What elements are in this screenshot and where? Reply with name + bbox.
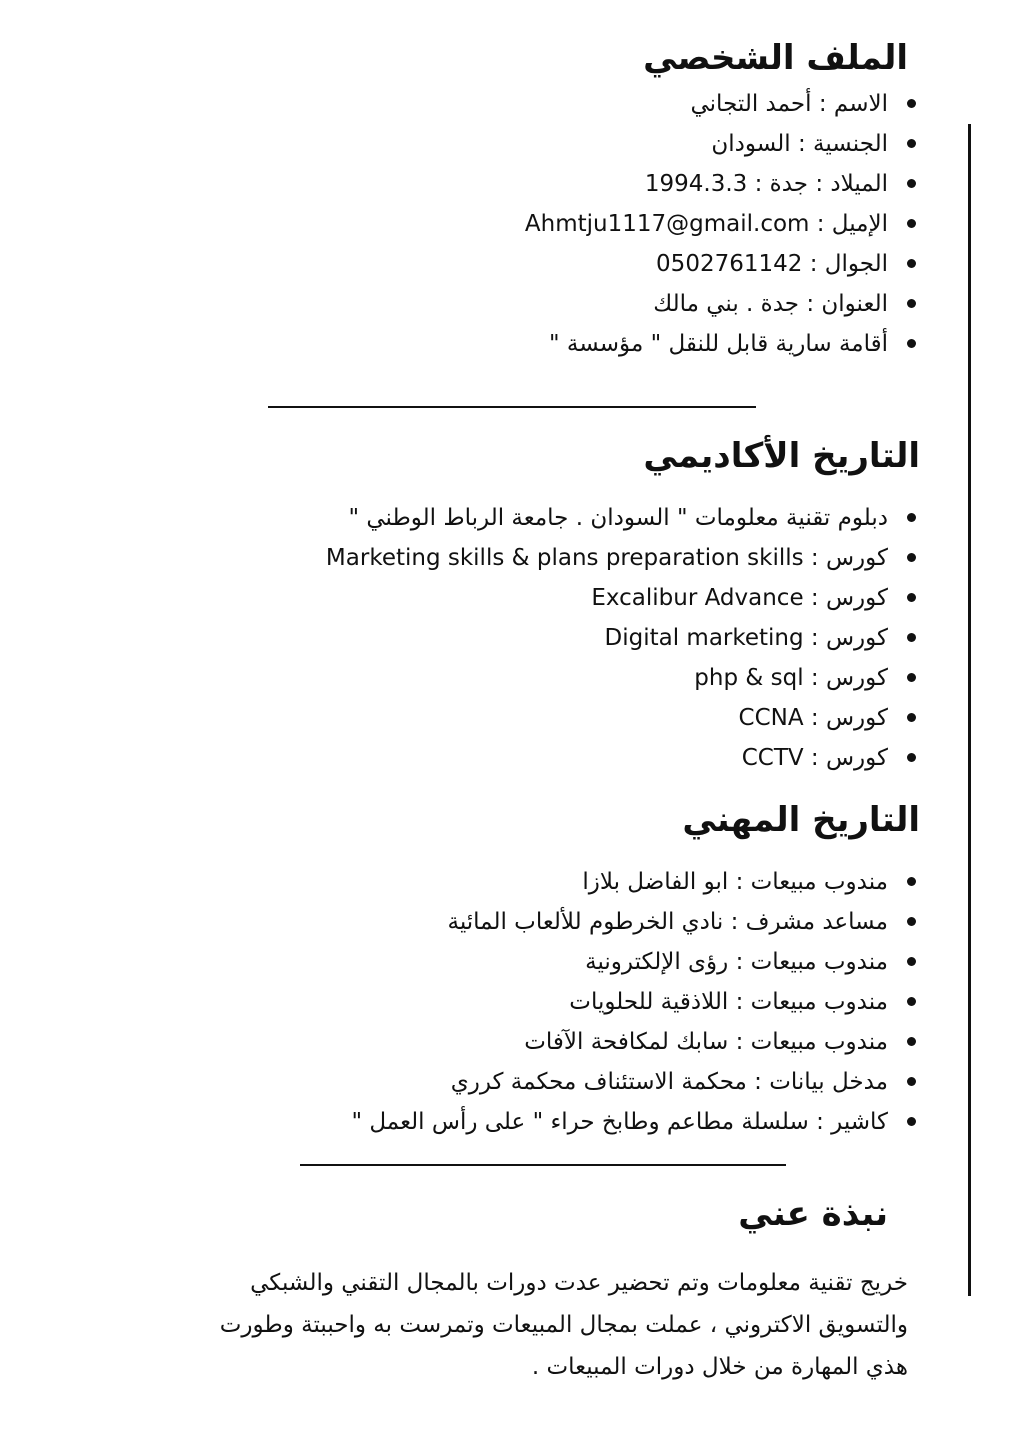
academic-section [326, 434, 920, 778]
list-item: مندوب مبيعات : اللاذقية للحلويات [351, 982, 916, 1022]
list-item: الإميل : Ahmtju1117@gmail.com [525, 204, 916, 244]
list-item: كورس : CCNA [326, 698, 916, 738]
list-item: الجوال : 0502761142 [525, 244, 916, 284]
list-item: كورس : Excalibur Advance [326, 578, 916, 618]
about-paragraph [108, 1262, 908, 1388]
bullet-icon [907, 957, 916, 966]
bullet-icon [907, 219, 916, 228]
list-item: الميلاد : جدة : 1994.3.3 [525, 164, 916, 204]
bullet-icon [907, 1077, 916, 1086]
about-line: خريج تقنية معلومات وتم تحضير عدت دورات بالمجال التقني والشبكي [250, 1270, 908, 1296]
bullet-icon [907, 1117, 916, 1126]
bullet-icon [907, 139, 916, 148]
about-title: نبذة عني [738, 1194, 888, 1234]
bullet-icon [907, 179, 916, 188]
profile-list [525, 84, 916, 364]
list-item: كاشير : سلسلة مطاعم وطابخ حراء " على رأس العمل " [351, 1102, 916, 1142]
bullet-icon [907, 997, 916, 1006]
bullet-icon [907, 713, 916, 722]
list-item: مندوب مبيعات : ابو الفاضل بلازا [351, 862, 916, 902]
bullet-icon [907, 673, 916, 682]
list-item: دبلوم تقنية معلومات " السودان . جامعة الرباط الوطني " [326, 498, 916, 538]
professional-title: التاريخ المهني [682, 800, 920, 840]
bullet-icon [907, 99, 916, 108]
list-item: مندوب مبيعات : رؤى الإلكترونية [351, 942, 916, 982]
list-item: مدخل بيانات : محكمة الاستئناف محكمة كرري [351, 1062, 916, 1102]
list-item: أقامة سارية قابل للنقل " مؤسسة " [525, 324, 916, 364]
list-item: كورس : php & sql [326, 658, 916, 698]
list-item: مندوب مبيعات : سابك لمكافحة الآفات [351, 1022, 916, 1062]
professional-list [351, 862, 916, 1142]
about-line: والتسويق الاكتروني ، عملت بمجال المبيعات وتمرست به واحببتة وطورت [219, 1312, 908, 1338]
bullet-icon [907, 513, 916, 522]
list-item: كورس : Marketing skills & plans preparation skills [326, 538, 916, 578]
bullet-icon [907, 877, 916, 886]
profile-title: الملف الشخصي [643, 38, 908, 78]
bullet-icon [907, 299, 916, 308]
academic-list [326, 498, 916, 778]
about-section [738, 1192, 888, 1236]
bullet-icon [907, 593, 916, 602]
section-divider [268, 406, 756, 408]
professional-section [351, 798, 920, 1142]
bullet-icon [907, 259, 916, 268]
list-item: كورس : Digital marketing [326, 618, 916, 658]
profile-section [525, 36, 916, 364]
academic-title: التاريخ الأكاديمي [643, 436, 920, 476]
about-line: هذي المهارة من خلال دورات المبيعات . [531, 1354, 908, 1380]
bullet-icon [907, 553, 916, 562]
section-divider [300, 1164, 786, 1166]
list-item: الاسم : أحمد التجاني [525, 84, 916, 124]
list-item: الجنسية : السودان [525, 124, 916, 164]
bullet-icon [907, 1037, 916, 1046]
list-item: العنوان : جدة . بني مالك [525, 284, 916, 324]
vertical-rule [968, 124, 971, 1296]
bullet-icon [907, 917, 916, 926]
bullet-icon [907, 753, 916, 762]
bullet-icon [907, 633, 916, 642]
list-item: كورس : CCTV [326, 738, 916, 778]
list-item: مساعد مشرف : نادي الخرطوم للألعاب المائية [351, 902, 916, 942]
bullet-icon [907, 339, 916, 348]
